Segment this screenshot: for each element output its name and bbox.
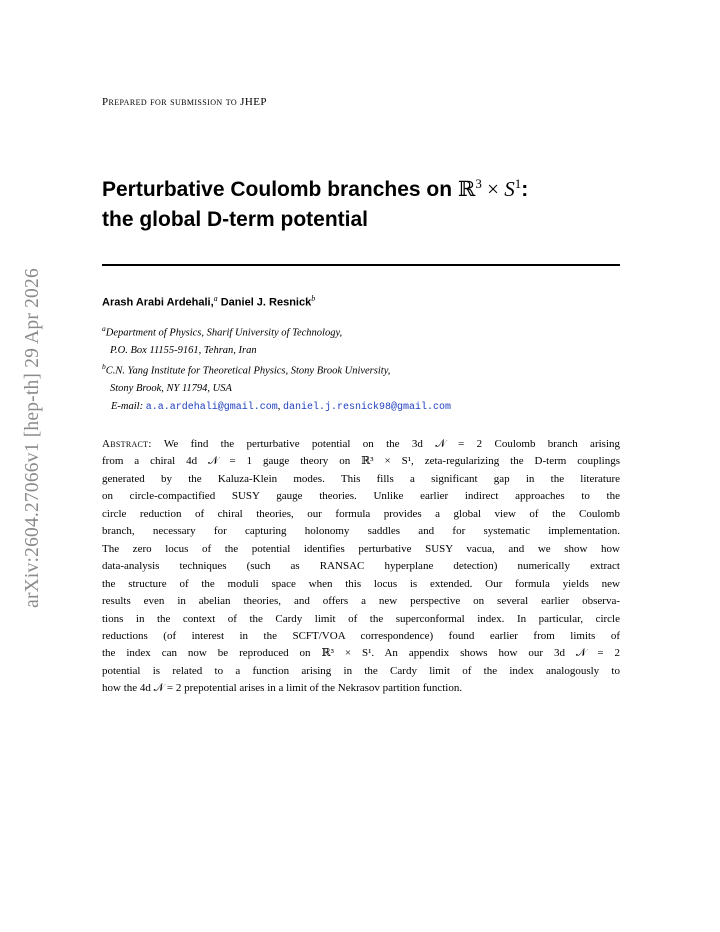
email-link-ardehali[interactable]: a.a.ardehali@gmail.com [145,402,278,413]
author-list [102,294,315,309]
abstract-line: generated by the Kaluza-Klein modes. This fills a significant gap in the literature [102,472,620,485]
email-line: E-mail: a.a.ardehali@gmail.com, daniel.j.resnick98@gmail.com [111,401,452,413]
abstract-line: potential is related to a function arising in the Cardy limit of the index analogously to [102,664,620,677]
arxiv-stamp [14,258,52,618]
abstract-line: how the 4d 𝒩 = 2 prepotential arises in a limit of the Nekrasov partition function. [102,682,463,695]
abstract-line: the structure of the moduli space when this locus is extended. Our formula yields new [102,577,620,590]
arxiv-identifier: arXiv:2604.27066v1 [hep-th] 29 Apr 2026 [22,268,44,608]
author-name: Daniel J. Resnick [220,296,312,309]
author-affiliation-mark: a [213,294,218,303]
abstract-line: reductions (of interest in the SCFT/VOA correspondence) found earlier from limits of [102,629,620,642]
title-line-2: the global D-term potential [102,208,369,231]
affiliation-a: $^a$Department of Physics, Sharif University of Technology, P.O. Box 11155-9161, Tehran, Iran [102,324,343,356]
abstract-line: data-analysis techniques (such as RANSAC hyperplane detection) numerically extract [102,560,620,573]
abstract [102,436,620,698]
title-line-1: Perturbative Coulomb branches on ℝ$^3$ × $S^1$: [102,176,529,201]
abstract-line: Abstract: We find the perturbative potential on the 3d 𝒩 = 2 Coulomb branch arising [102,438,620,450]
affiliation-b: $^b$C.N. Yang Institute for Theoretical Physics, Stony Brook University, Stony Brook, NY 11794, USA [102,362,391,394]
abstract-line: branch, necessary for capturing holonomy saddles and for systematic implementation. [102,525,620,538]
affiliation-mark: b [102,362,106,371]
paper-title [102,174,632,235]
abstract-line: on circle-compactified SUSY gauge theories. Unlike earlier indirect approaches to the [102,490,620,503]
author-affiliation-mark: b [311,294,316,303]
title-rule [102,264,620,266]
email-link-resnick[interactable]: daniel.j.resnick98@gmail.com [282,402,452,413]
email-label: E-mail: [111,401,144,412]
affiliation-mark: a [102,324,106,333]
abstract-line: the index can now be reproduced on ℝ³ × S¹. An appendix shows how our 3d 𝒩 = 2 [102,647,620,660]
abstract-line: from a chiral 4d 𝒩 = 1 gauge theory on ℝ³ × S¹, zeta-regularizing the D-term couplings [102,455,620,468]
abstract-line: circle reduction of chiral theories, our formula provides a global view of the Coulomb [102,507,620,520]
abstract-line: tions in the context of the Cardy limit of the superconformal index. In particular, circle [102,612,620,625]
author-name: Arash Arabi Ardehali, [102,296,214,309]
abstract-label: Abstract: [102,438,152,450]
submission-note: Prepared for submission to JHEP [102,96,267,108]
title-math: ℝ$^3$ × $S^1$ [457,176,522,201]
abstract-line: results even in abelian theories, and offers a new perspective on several earlier observa- [102,595,620,608]
abstract-line: The zero locus of the potential identifies perturbative SUSY vacua, and we show how [102,542,620,555]
